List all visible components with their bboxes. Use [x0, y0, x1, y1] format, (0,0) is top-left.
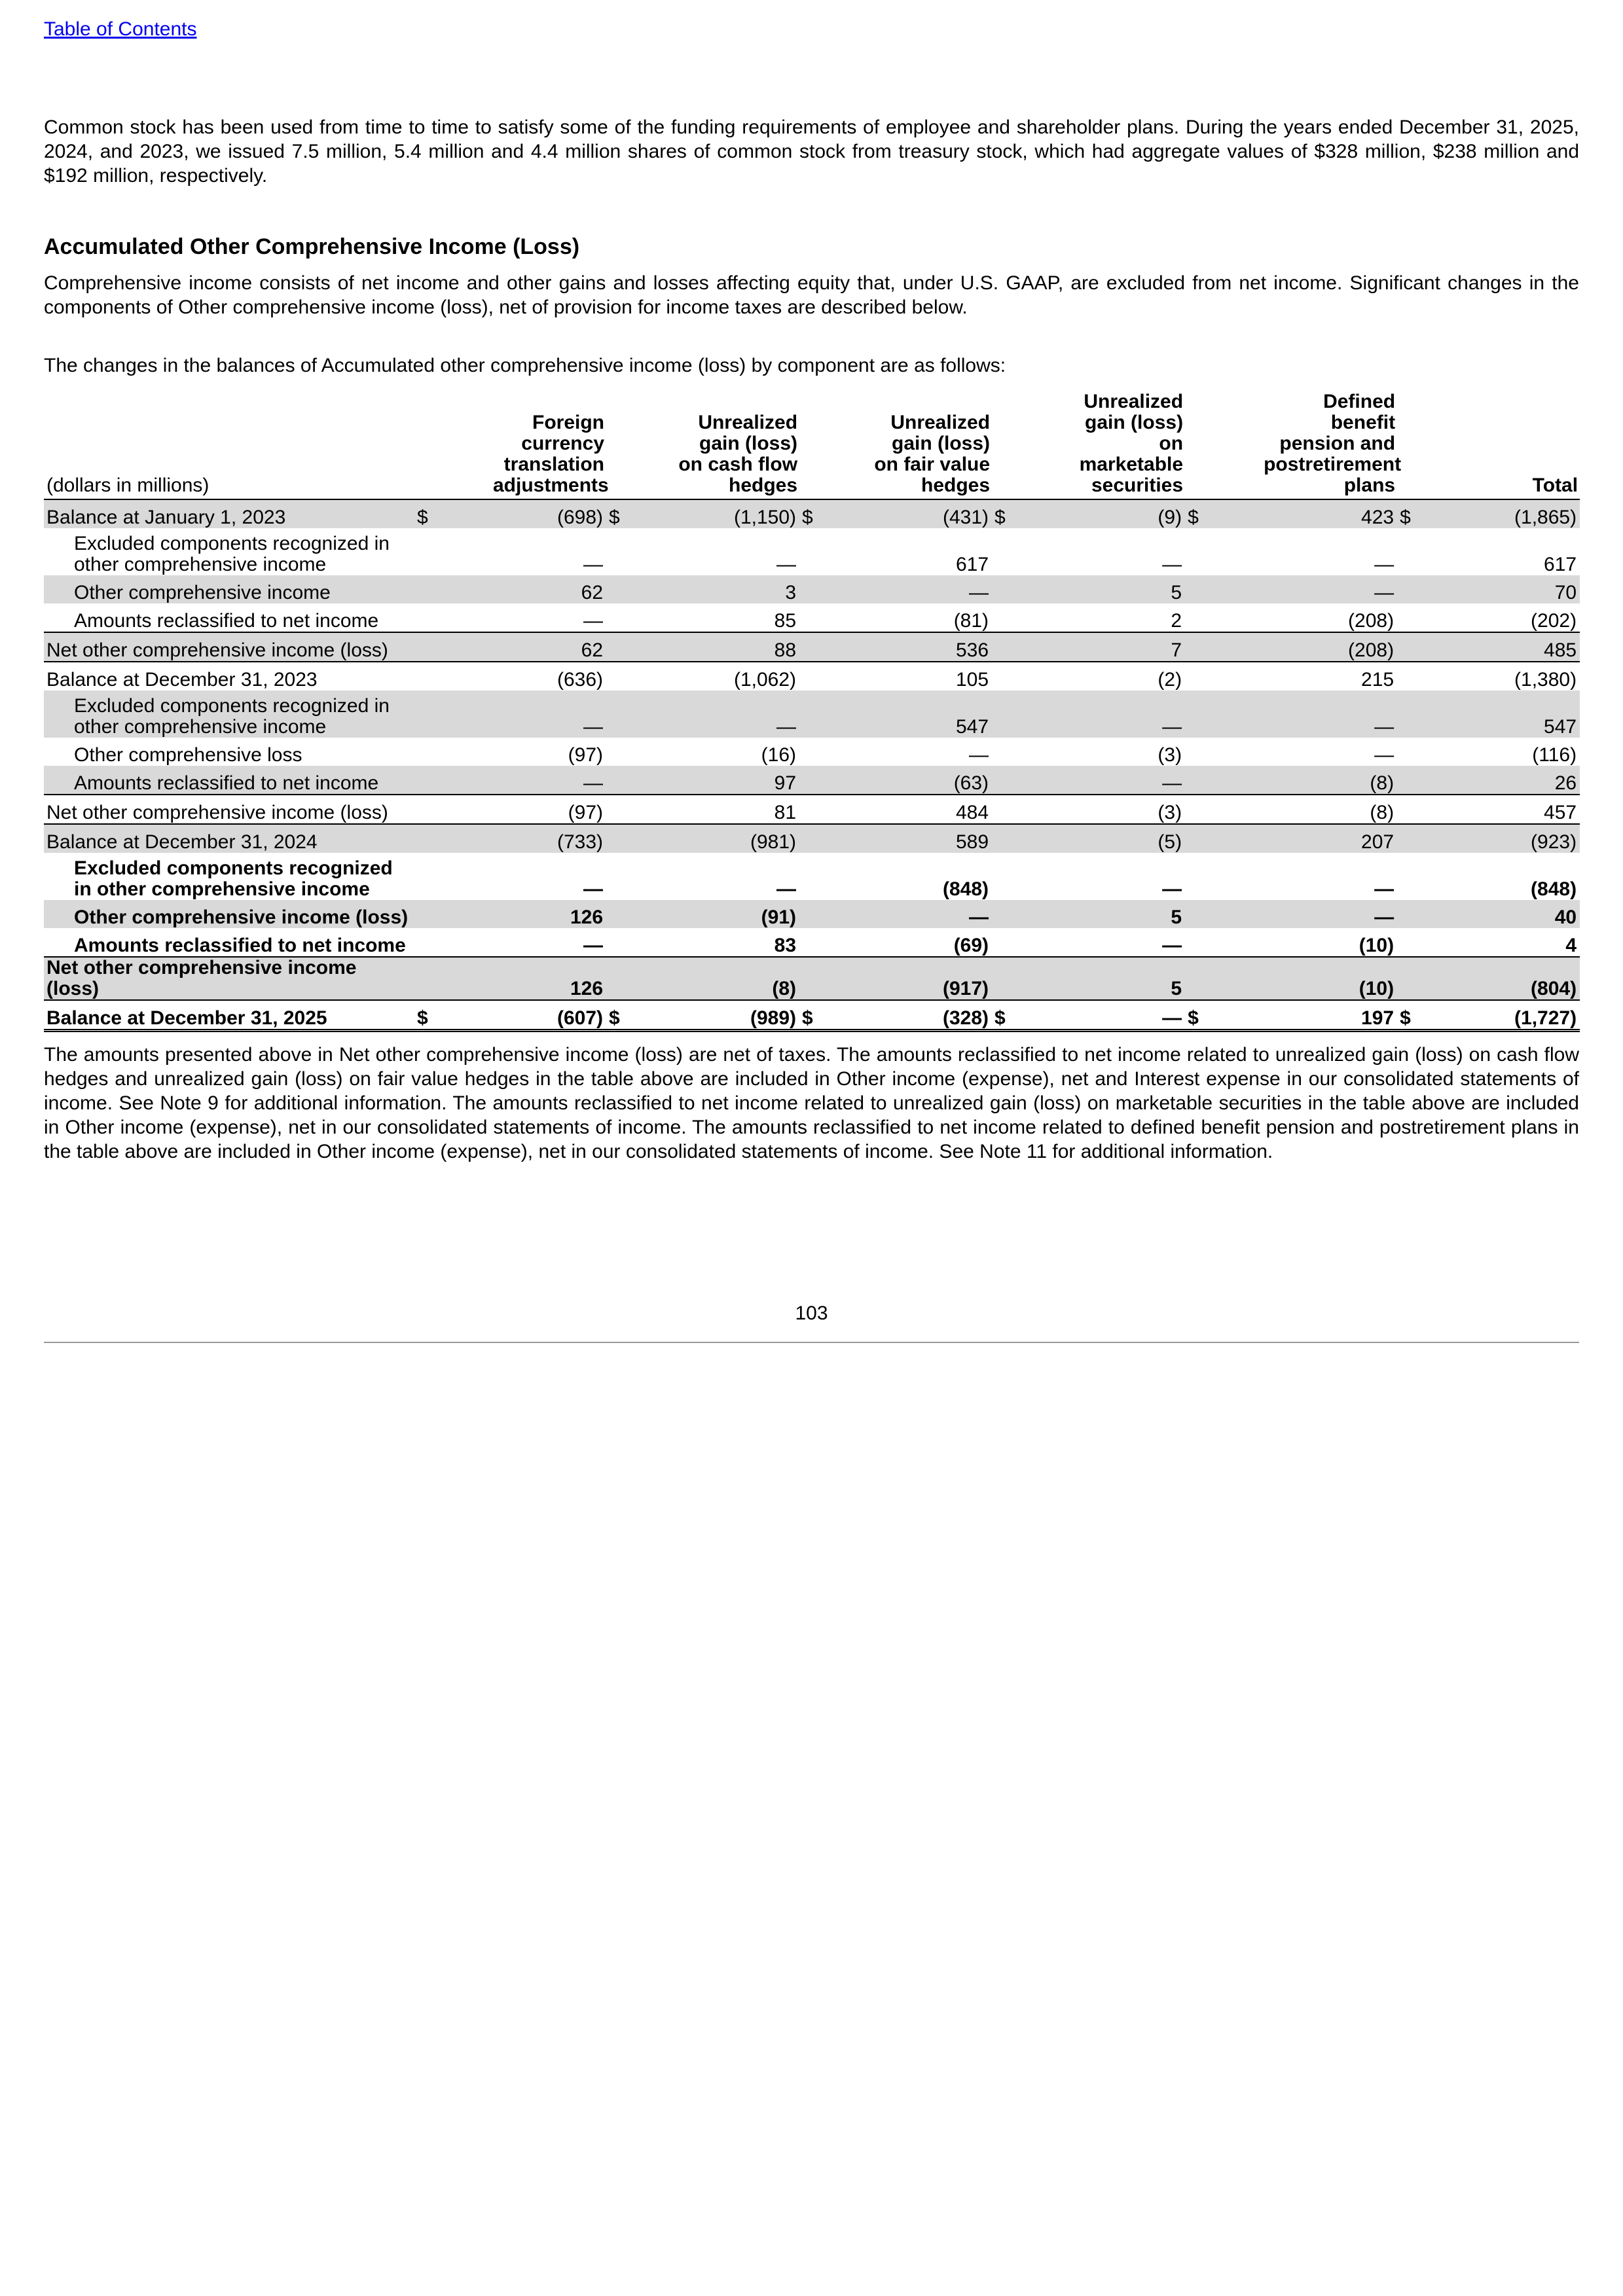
row-label: Amounts reclassified to net income — [74, 935, 406, 956]
table-cell: 617 — [955, 554, 989, 575]
notes-paragraph: The amounts presented above in Net other comprehensive income (loss) are net of taxes. The amounts reclassified to net income related to unrealized gain (loss) on cash flow hedges and unrealized gain (loss) on fair value hedges in the table above are included in Other income (expense), net and Interest expense in our consolidated statements of income. See Note 9 for additional information. The amounts reclassified to net income related to unrealized gain (loss) on marketable securities in the table above are included in Other income (expense), net in our consolidated statements of income. The amounts reclassified to net income related to defined benefit pension and postretirement plans in the table above are included in Other income (expense), net in our consolidated statements of income. See Note 11 for additional information. — [44, 1044, 1579, 1162]
currency-symbol — [414, 957, 433, 1000]
row-label: Balance at January 1, 2023 — [44, 499, 414, 528]
currency-symbol — [606, 632, 625, 662]
table-cell: 197 — [1203, 1000, 1397, 1031]
currency-symbol — [414, 632, 433, 662]
currency-symbol — [799, 900, 818, 928]
table-cell: 105 — [955, 669, 989, 691]
currency-symbol: $ — [799, 1000, 818, 1031]
row-label: Balance at December 31, 2023 — [46, 669, 318, 691]
table-cell: 62 — [433, 632, 606, 662]
table-cell: (91) — [625, 900, 799, 928]
table-cell: (1,865) — [1415, 499, 1580, 528]
currency-symbol — [799, 853, 818, 900]
table-cell: 4 — [1565, 935, 1577, 956]
currency-symbol — [992, 853, 1010, 900]
table-row — [44, 662, 1580, 691]
currency-symbol — [414, 528, 433, 575]
currency-symbol: $ — [799, 499, 818, 528]
currency-symbol — [1185, 662, 1203, 691]
currency-symbol — [1185, 795, 1203, 824]
table-cell: — — [1374, 744, 1395, 766]
table-cell: 62 — [433, 575, 606, 603]
currency-symbol — [606, 575, 625, 603]
currency-symbol — [414, 928, 433, 957]
currency-symbol — [1397, 691, 1415, 738]
currency-symbol: $ — [414, 1000, 433, 1031]
row-label: Net other comprehensive income (loss) — [44, 957, 414, 1000]
currency-symbol — [992, 603, 1010, 632]
table-cell: (1,150) — [625, 499, 799, 528]
currency-symbol — [606, 795, 625, 824]
currency-symbol — [414, 824, 433, 853]
table-cell: — — [433, 766, 606, 795]
table-cell: 126 — [433, 900, 606, 928]
table-cell: — — [1162, 935, 1182, 956]
currency-symbol — [414, 738, 433, 766]
currency-symbol — [1185, 575, 1203, 603]
table-row — [44, 603, 1580, 632]
table-row — [44, 766, 1580, 795]
currency-symbol — [414, 603, 433, 632]
row-label: Other comprehensive loss — [74, 744, 302, 766]
table-cell: — — [1203, 691, 1397, 738]
table-cell: (10) — [1203, 957, 1397, 1000]
currency-symbol — [606, 528, 625, 575]
currency-symbol — [1397, 795, 1415, 824]
currency-symbol: $ — [1397, 499, 1415, 528]
currency-symbol — [606, 900, 625, 928]
currency-symbol — [1185, 824, 1203, 853]
table-cell: (63) — [818, 766, 992, 795]
table-cell: (923) — [1415, 824, 1580, 853]
table-cell: (733) — [433, 824, 606, 853]
currency-symbol — [799, 928, 818, 957]
currency-symbol: $ — [606, 499, 625, 528]
currency-symbol — [1185, 766, 1203, 795]
currency-symbol — [1397, 928, 1415, 957]
table-cell: (607) — [433, 1000, 606, 1031]
table-cell: — — [625, 691, 799, 738]
table-row — [44, 928, 1580, 957]
table-cell: (5) — [1010, 824, 1185, 853]
table-cell: (208) — [1348, 610, 1395, 632]
column-header: Defined benefit pension and postretirement plans — [1185, 391, 1397, 499]
currency-symbol — [414, 662, 433, 691]
table-cell: — — [1203, 900, 1397, 928]
currency-symbol — [1397, 528, 1415, 575]
table-row — [44, 575, 1580, 603]
table-cell: 485 — [1415, 632, 1580, 662]
label-column-header: (dollars in millions) — [44, 391, 414, 499]
currency-symbol: $ — [606, 1000, 625, 1031]
table-cell: (981) — [625, 824, 799, 853]
table-cell: (81) — [953, 610, 989, 632]
table-cell: 215 — [1361, 669, 1395, 691]
table-cell: — — [818, 900, 992, 928]
table-row — [44, 900, 1580, 928]
currency-symbol — [799, 662, 818, 691]
table-cell: (3) — [1010, 795, 1185, 824]
currency-symbol: $ — [1397, 1000, 1415, 1031]
footer-divider — [44, 1342, 1579, 1343]
currency-symbol — [1397, 957, 1415, 1000]
currency-symbol — [606, 603, 625, 632]
table-cell: (698) — [433, 499, 606, 528]
table-cell: — — [1162, 878, 1182, 900]
table-cell: 423 — [1203, 499, 1397, 528]
table-cell: — — [1203, 575, 1397, 603]
currency-symbol — [799, 957, 818, 1000]
currency-symbol — [606, 662, 625, 691]
table-cell: 457 — [1415, 795, 1580, 824]
currency-symbol — [606, 738, 625, 766]
currency-symbol — [606, 691, 625, 738]
table-cell: (16) — [761, 744, 797, 766]
currency-symbol — [799, 575, 818, 603]
currency-symbol: $ — [414, 499, 433, 528]
row-label: Balance at December 31, 2024 — [44, 824, 414, 853]
column-header: Unrealized gain (loss) on fair value hedges — [799, 391, 992, 499]
currency-symbol — [799, 795, 818, 824]
table-intro: The changes in the balances of Accumulated other comprehensive income (loss) by component are as follows: — [44, 355, 1006, 376]
table-cell: (328) — [818, 1000, 992, 1031]
currency-symbol — [606, 928, 625, 957]
table-cell: (917) — [818, 957, 992, 1000]
table-cell: 2 — [1171, 610, 1182, 632]
currency-symbol — [606, 853, 625, 900]
table-cell: 126 — [433, 957, 606, 1000]
table-cell: (208) — [1203, 632, 1397, 662]
table-cell: — — [583, 935, 604, 956]
currency-symbol — [992, 662, 1010, 691]
currency-symbol — [799, 824, 818, 853]
table-cell: 5 — [1010, 575, 1185, 603]
table-row — [44, 528, 1580, 575]
table-cell: 589 — [818, 824, 992, 853]
row-label: Balance at December 31, 2025 — [44, 1000, 414, 1031]
table-row — [44, 853, 1580, 900]
currency-symbol: $ — [992, 1000, 1010, 1031]
table-cell: 97 — [625, 766, 799, 795]
column-header: Foreign currency translation adjustments — [414, 391, 606, 499]
currency-symbol — [992, 795, 1010, 824]
table-cell: (10) — [1359, 935, 1395, 956]
currency-symbol — [1397, 662, 1415, 691]
table-cell: (2) — [1158, 669, 1182, 691]
currency-symbol — [1185, 528, 1203, 575]
currency-symbol — [992, 928, 1010, 957]
table-cell: (116) — [1532, 744, 1577, 766]
table-cell: 547 — [1415, 691, 1580, 738]
row-label: Amounts reclassified to net income — [74, 610, 379, 632]
currency-symbol — [606, 957, 625, 1000]
table-cell: 81 — [625, 795, 799, 824]
currency-symbol — [606, 824, 625, 853]
table-cell: — — [1374, 878, 1395, 900]
table-cell: — — [583, 878, 604, 900]
table-cell: — — [583, 554, 604, 575]
table-of-contents-link[interactable]: Table of Contents — [44, 18, 197, 40]
row-label: Net other comprehensive income (loss) — [44, 795, 414, 824]
currency-symbol: $ — [1185, 499, 1203, 528]
table-cell: (8) — [1203, 795, 1397, 824]
aoci-table — [44, 391, 1580, 1032]
table-cell: — — [818, 575, 992, 603]
table-cell: 40 — [1415, 900, 1580, 928]
currency-symbol — [1397, 632, 1415, 662]
table-cell: (848) — [943, 878, 989, 900]
table-cell: (989) — [625, 1000, 799, 1031]
table-row — [44, 499, 1580, 528]
table-cell: (8) — [625, 957, 799, 1000]
currency-symbol — [1185, 900, 1203, 928]
currency-symbol — [414, 691, 433, 738]
table-cell: 484 — [818, 795, 992, 824]
table-cell: 5 — [1010, 957, 1185, 1000]
currency-symbol — [992, 575, 1010, 603]
currency-symbol — [1185, 691, 1203, 738]
page-number: 103 — [795, 1302, 828, 1324]
currency-symbol: $ — [1185, 1000, 1203, 1031]
row-label: Excluded components recognized in other comprehensive income — [44, 691, 414, 738]
currency-symbol — [1185, 603, 1203, 632]
currency-symbol — [1397, 853, 1415, 900]
column-header: Total — [1397, 391, 1580, 499]
table-cell: — — [1162, 554, 1182, 575]
table-cell: (8) — [1203, 766, 1397, 795]
currency-symbol — [1397, 603, 1415, 632]
table-cell: 26 — [1415, 766, 1580, 795]
currency-symbol — [414, 900, 433, 928]
table-cell: (97) — [433, 795, 606, 824]
currency-symbol — [799, 766, 818, 795]
table-cell: (636) — [556, 669, 604, 691]
row-label: Other comprehensive income — [44, 575, 414, 603]
currency-symbol — [1185, 632, 1203, 662]
table-cell: — — [433, 691, 606, 738]
table-cell: (848) — [1531, 878, 1577, 900]
table-cell: 83 — [774, 935, 797, 956]
currency-symbol — [799, 691, 818, 738]
table-cell: (9) — [1010, 499, 1185, 528]
currency-symbol — [992, 691, 1010, 738]
currency-symbol — [992, 900, 1010, 928]
table-cell: 70 — [1415, 575, 1580, 603]
table-cell: (3) — [1158, 744, 1182, 766]
table-cell: (1,062) — [733, 669, 797, 691]
table-row — [44, 632, 1580, 662]
currency-symbol — [1185, 738, 1203, 766]
currency-symbol — [992, 957, 1010, 1000]
column-header: Unrealized gain (loss) on cash flow hedges — [606, 391, 799, 499]
table-cell: — — [1010, 1000, 1185, 1031]
table-cell: (1,727) — [1415, 1000, 1580, 1031]
table-cell: (804) — [1415, 957, 1580, 1000]
table-cell: — — [1010, 691, 1185, 738]
aoci-table-container — [44, 391, 1579, 1032]
currency-symbol — [799, 603, 818, 632]
table-header-row — [44, 391, 1580, 499]
currency-symbol — [1397, 738, 1415, 766]
table-row — [44, 1000, 1580, 1031]
table-cell: 547 — [818, 691, 992, 738]
table-cell: (431) — [818, 499, 992, 528]
table-row — [44, 957, 1580, 1000]
table-row — [44, 824, 1580, 853]
currency-symbol — [1185, 853, 1203, 900]
currency-symbol — [992, 766, 1010, 795]
table-row — [44, 738, 1580, 766]
table-cell: (1,380) — [1514, 669, 1577, 691]
table-cell: (69) — [953, 935, 989, 956]
row-label: Net other comprehensive income (loss) — [44, 632, 414, 662]
table-cell: 617 — [1544, 554, 1577, 575]
table-cell: 7 — [1010, 632, 1185, 662]
row-label: Excluded components recognized in other comprehensive income — [74, 533, 390, 575]
currency-symbol — [1397, 766, 1415, 795]
currency-symbol — [992, 738, 1010, 766]
table-cell: — — [583, 610, 604, 632]
table-cell: 88 — [625, 632, 799, 662]
row-label: Other comprehensive income (loss) — [44, 900, 414, 928]
section-title: Accumulated Other Comprehensive Income (Loss) — [44, 234, 580, 259]
table-cell: (202) — [1531, 610, 1577, 632]
table-cell: — — [1374, 554, 1395, 575]
table-row — [44, 691, 1580, 738]
table-cell: — — [776, 554, 797, 575]
table-cell: (97) — [568, 744, 604, 766]
table-cell: 536 — [818, 632, 992, 662]
currency-symbol — [799, 528, 818, 575]
column-header: Unrealized gain (loss) on marketable securities — [992, 391, 1185, 499]
intro-paragraph: Common stock has been used from time to time to satisfy some of the funding requirements of employee and shareholder plans. During the years ended December 31, 2025, 2024, and 2023, we issued 7.5 million, 5.4 million and 4.4 million shares of common stock from treasury stock, which had aggregate values of $328 million, $238 million and $192 million, respectively. — [44, 117, 1579, 187]
table-cell: — — [776, 878, 797, 900]
currency-symbol — [1397, 900, 1415, 928]
table-cell: 3 — [625, 575, 799, 603]
currency-symbol — [1397, 575, 1415, 603]
table-cell: 5 — [1010, 900, 1185, 928]
row-label: Amounts reclassified to net income — [44, 766, 414, 795]
currency-symbol — [992, 632, 1010, 662]
currency-symbol — [992, 824, 1010, 853]
currency-symbol — [799, 738, 818, 766]
currency-symbol — [414, 575, 433, 603]
currency-symbol — [1185, 928, 1203, 957]
currency-symbol: $ — [992, 499, 1010, 528]
table-row — [44, 795, 1580, 824]
table-cell: — — [1010, 766, 1185, 795]
table-cell: 207 — [1203, 824, 1397, 853]
currency-symbol — [414, 766, 433, 795]
currency-symbol — [1397, 824, 1415, 853]
currency-symbol — [606, 766, 625, 795]
currency-symbol — [799, 632, 818, 662]
table-cell: 85 — [774, 610, 797, 632]
currency-symbol — [992, 528, 1010, 575]
currency-symbol — [1185, 957, 1203, 1000]
currency-symbol — [414, 795, 433, 824]
currency-symbol — [414, 853, 433, 900]
table-cell: — — [969, 744, 989, 766]
section-description: Comprehensive income consists of net income and other gains and losses affecting equity that, under U.S. GAAP, are excluded from net income. Significant changes in the components of Other comprehensive income (loss), net of provision for income taxes are described below. — [44, 272, 1579, 318]
row-label: Excluded components recognized in other comprehensive income — [74, 857, 393, 900]
